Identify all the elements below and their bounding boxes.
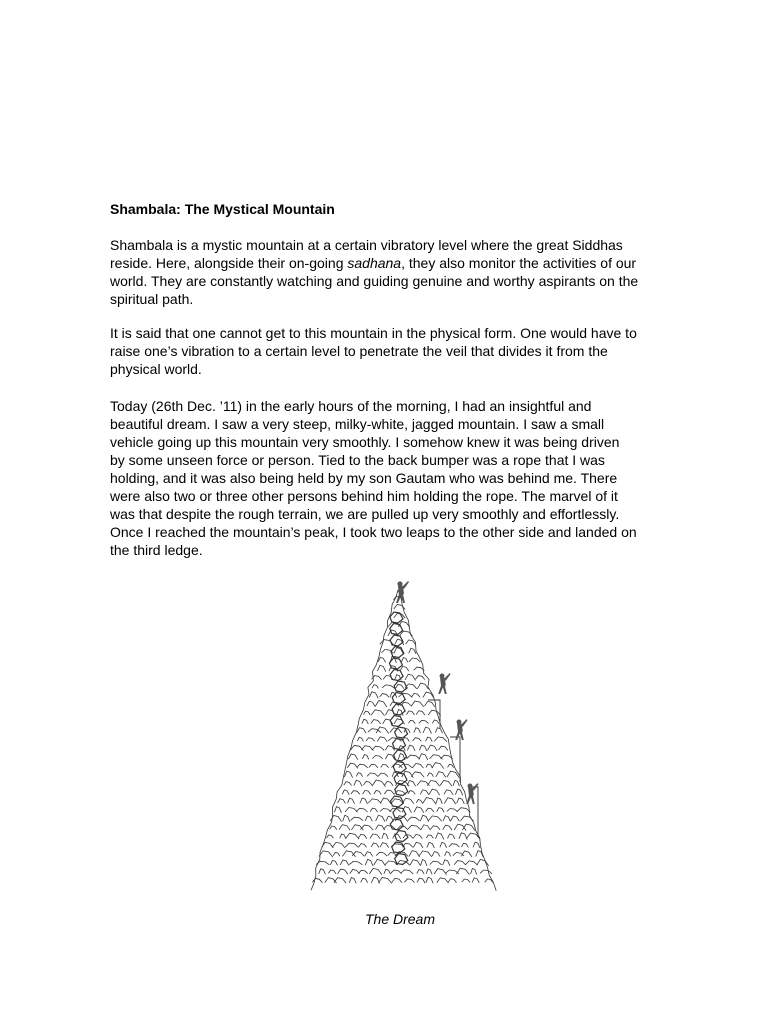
rock-crack bbox=[473, 842, 480, 848]
rock-crack bbox=[409, 720, 416, 723]
rock-crack bbox=[440, 842, 447, 847]
text-segment: was that despite the rough terrain, we are pulled up very smoothly and effortlessly. bbox=[110, 506, 620, 522]
rock-crack bbox=[363, 790, 371, 794]
rock-crack bbox=[364, 711, 371, 715]
central-rock bbox=[395, 785, 408, 796]
rock-crack bbox=[350, 870, 360, 875]
rock-crack bbox=[421, 825, 430, 830]
climber-figure bbox=[438, 673, 450, 694]
rock-crack bbox=[342, 790, 349, 795]
rock-crack bbox=[344, 771, 352, 778]
text-line bbox=[110, 469, 700, 487]
rock-crack bbox=[375, 701, 387, 708]
rock-crack bbox=[414, 728, 421, 733]
rock-crack bbox=[385, 781, 394, 785]
rock-crack bbox=[376, 727, 389, 734]
climber-legs bbox=[466, 796, 475, 805]
rock-crack bbox=[381, 764, 389, 767]
text-segment: spiritual path. bbox=[110, 291, 194, 307]
rock-crack bbox=[447, 809, 458, 812]
rock-crack bbox=[417, 870, 424, 874]
rock-crack bbox=[369, 692, 378, 699]
rock-crack bbox=[436, 798, 442, 804]
climber-head bbox=[440, 674, 445, 679]
rock-crack bbox=[428, 710, 441, 715]
rock-crack bbox=[369, 868, 382, 874]
rock-crack bbox=[407, 745, 415, 751]
rock-crack bbox=[351, 817, 364, 821]
rock-crack bbox=[444, 798, 455, 804]
rock-crack bbox=[348, 754, 358, 760]
climber-arm bbox=[402, 581, 409, 589]
rock-crack bbox=[396, 684, 404, 688]
rock-crack bbox=[436, 833, 444, 840]
rock-crack bbox=[349, 861, 362, 864]
text-line bbox=[110, 324, 700, 342]
central-rock bbox=[392, 842, 405, 853]
rock-crack bbox=[411, 701, 424, 707]
central-rock bbox=[395, 831, 408, 842]
rock-crack bbox=[444, 790, 453, 795]
rock-crack bbox=[378, 773, 388, 777]
rock-crack bbox=[345, 843, 358, 847]
rock-crack bbox=[448, 764, 454, 767]
climber-arm bbox=[444, 673, 451, 681]
text-segment: beautiful dream. I saw a very steep, milky-white, jagged mountain. I saw a small bbox=[110, 416, 605, 432]
rock-crack bbox=[349, 878, 356, 884]
rock-crack bbox=[416, 676, 425, 680]
rock-crack bbox=[338, 869, 348, 874]
rock-crack bbox=[325, 878, 337, 883]
rock-crack bbox=[419, 745, 427, 751]
rock-crack bbox=[455, 789, 462, 795]
rock-crack bbox=[370, 834, 380, 839]
text-line bbox=[110, 451, 700, 469]
rock-crack bbox=[327, 835, 334, 838]
rock-crack bbox=[409, 658, 420, 662]
rock-crack bbox=[357, 728, 366, 734]
rock-crack bbox=[426, 737, 433, 742]
rock-crack bbox=[417, 683, 428, 689]
climber-figure bbox=[396, 581, 409, 603]
rock-crack bbox=[428, 745, 438, 751]
rock-crack bbox=[374, 860, 386, 866]
rock-crack bbox=[454, 861, 466, 865]
rock-crack bbox=[359, 844, 367, 848]
rock-crack bbox=[409, 648, 416, 654]
rock-crack bbox=[429, 789, 440, 795]
climber-figure bbox=[466, 783, 478, 804]
rock-crack bbox=[443, 860, 450, 866]
climber-legs bbox=[438, 686, 447, 695]
central-rock bbox=[390, 819, 403, 830]
rock-crack bbox=[426, 764, 433, 768]
text-line bbox=[110, 236, 700, 254]
central-rock bbox=[394, 773, 407, 784]
rock-crack bbox=[354, 780, 362, 786]
text-segment: Today (26th Dec. ’11) in the early hours of the morning, I had an insightful and bbox=[110, 398, 592, 414]
rock-crack bbox=[366, 738, 375, 742]
rock-crack bbox=[437, 878, 449, 883]
rock-crack bbox=[422, 798, 436, 805]
text-segment: world. They are constantly watching and guiding genuine and worthy aspirants on the bbox=[110, 273, 639, 289]
rock-crack bbox=[407, 755, 420, 759]
rock-crack bbox=[362, 719, 368, 724]
text-line bbox=[110, 415, 700, 433]
rock-crack bbox=[365, 859, 373, 866]
rock-crack bbox=[413, 764, 424, 769]
rock-crack bbox=[461, 843, 468, 847]
rock-crack bbox=[372, 780, 385, 787]
rock-crack bbox=[462, 879, 470, 882]
rock-crack bbox=[340, 860, 349, 866]
rock-crack bbox=[391, 870, 402, 874]
text-segment: physical world. bbox=[110, 361, 202, 377]
rock-crack bbox=[413, 834, 422, 838]
rock-crack bbox=[351, 825, 363, 831]
rock-crack bbox=[394, 613, 405, 618]
text-line bbox=[110, 505, 700, 523]
figure-caption: The Dream bbox=[364, 911, 436, 927]
rock-crack bbox=[439, 746, 448, 750]
rock-crack bbox=[330, 860, 337, 865]
climber-legs bbox=[396, 594, 405, 603]
climber-figure bbox=[455, 719, 467, 740]
text-segment: vehicle going up this mountain very smoothly. I somehow knew it was being driven bbox=[110, 434, 620, 450]
rock-crack bbox=[440, 781, 452, 787]
rock-crack bbox=[443, 825, 452, 830]
rock-crack bbox=[393, 834, 401, 839]
rock-crack bbox=[430, 861, 442, 865]
rock-crack bbox=[457, 808, 471, 813]
rock-crack bbox=[405, 879, 415, 883]
text-line bbox=[110, 272, 700, 290]
rock-crack bbox=[425, 701, 435, 706]
rock-crack bbox=[372, 746, 384, 750]
rock-crack bbox=[338, 799, 346, 804]
rock-crack bbox=[378, 878, 391, 884]
rock-crack bbox=[345, 808, 357, 813]
rock-crack bbox=[343, 815, 350, 822]
mountain-illustration bbox=[300, 572, 500, 894]
rock-crack bbox=[428, 816, 442, 822]
rock-crack bbox=[380, 694, 389, 698]
rock-crack bbox=[316, 861, 329, 865]
text-segment: were also two or three other persons behind him holding the rope. The marvel of it bbox=[110, 488, 618, 504]
rock-crack bbox=[357, 737, 363, 741]
rock-crack bbox=[480, 870, 492, 874]
rock-crack bbox=[392, 878, 402, 883]
rock-crack bbox=[448, 879, 456, 883]
rock-crack bbox=[434, 869, 446, 875]
rock-crack bbox=[351, 791, 360, 795]
text-segment: raise one’s vibration to a certain level to penetrate the veil that divides it from the bbox=[110, 343, 608, 359]
rock-crack bbox=[412, 693, 421, 697]
rock-crack bbox=[459, 833, 467, 840]
rock-crack bbox=[376, 815, 385, 821]
rock-crack bbox=[334, 807, 341, 813]
paragraph-physical-form bbox=[110, 324, 700, 378]
text-line bbox=[110, 541, 700, 559]
rock-crack bbox=[347, 763, 358, 768]
mountain-left-edge bbox=[311, 590, 398, 890]
central-rock bbox=[390, 612, 403, 623]
rock-crack bbox=[419, 851, 432, 857]
rock-crack bbox=[427, 843, 434, 848]
rock-crack bbox=[472, 878, 479, 883]
rock-crack bbox=[416, 711, 425, 715]
rock-crack bbox=[380, 843, 389, 848]
central-rock bbox=[395, 854, 408, 865]
mountain-ledge bbox=[450, 737, 460, 782]
rock-crack bbox=[371, 720, 381, 724]
rock-crack bbox=[432, 720, 439, 724]
rock-crack bbox=[408, 791, 415, 795]
rock-crack bbox=[356, 773, 362, 777]
rock-crack bbox=[437, 808, 444, 813]
rock-crack bbox=[423, 692, 434, 698]
text-line bbox=[110, 523, 700, 541]
rock-crack bbox=[420, 790, 429, 795]
paragraph-dream bbox=[110, 397, 700, 559]
rock-crack bbox=[365, 816, 372, 821]
rock-crack bbox=[384, 790, 394, 794]
rock-crack bbox=[419, 754, 428, 760]
rock-crack bbox=[377, 665, 385, 671]
rock-crack bbox=[369, 764, 378, 768]
rock-crack bbox=[457, 798, 465, 804]
rock-crack bbox=[408, 817, 420, 821]
rock-crack bbox=[466, 861, 478, 865]
text-segment: the third ledge. bbox=[110, 542, 203, 558]
rock-crack bbox=[413, 842, 423, 848]
rock-crack bbox=[461, 851, 472, 857]
central-rock bbox=[394, 681, 407, 692]
rock-crack bbox=[432, 763, 444, 769]
rock-crack bbox=[461, 816, 474, 821]
text-line bbox=[110, 397, 700, 415]
rock-crack bbox=[372, 685, 378, 689]
rock-crack bbox=[414, 807, 424, 813]
text-line bbox=[110, 342, 700, 360]
rock-crack bbox=[376, 852, 387, 856]
rock-crack bbox=[426, 835, 433, 838]
rock-crack bbox=[449, 844, 460, 847]
central-rock bbox=[392, 693, 405, 704]
rock-crack bbox=[360, 798, 368, 804]
text-line bbox=[110, 290, 700, 308]
rock-crack bbox=[405, 674, 415, 680]
rock-crack bbox=[357, 764, 368, 768]
text-line bbox=[110, 487, 700, 505]
text-segment: Shambala is a mystic mountain at a certain vibratory level where the great Siddhas bbox=[110, 237, 623, 253]
rock-crack bbox=[371, 710, 384, 716]
rock-crack bbox=[352, 852, 364, 857]
climber-head bbox=[457, 720, 462, 725]
rock-crack bbox=[384, 869, 391, 874]
rock-crack bbox=[462, 824, 475, 831]
rock-crack bbox=[365, 852, 373, 857]
rock-crack bbox=[368, 799, 381, 804]
rock-crack bbox=[445, 852, 451, 857]
rock-crack bbox=[402, 658, 408, 663]
rock-crack bbox=[432, 852, 440, 857]
rock-crack bbox=[407, 711, 415, 715]
rock-crack bbox=[451, 816, 460, 821]
rock-crack bbox=[435, 728, 442, 734]
rock-crack bbox=[363, 755, 369, 760]
rock-crack bbox=[367, 773, 378, 777]
rock-crack bbox=[361, 878, 368, 883]
text-segment: reside. Here, alongside their on-going bbox=[110, 255, 348, 271]
rock-crack bbox=[427, 773, 433, 777]
rock-crack bbox=[420, 815, 428, 821]
rock-crack bbox=[319, 851, 333, 857]
rock-crack bbox=[408, 825, 421, 830]
rock-crack bbox=[330, 826, 337, 830]
rock-crack bbox=[471, 868, 477, 874]
italic-term: sadhana bbox=[347, 255, 402, 271]
rock-crack bbox=[340, 834, 346, 839]
rock-crack bbox=[410, 860, 421, 866]
rock-crack bbox=[411, 772, 424, 778]
central-rock bbox=[390, 716, 403, 727]
text-segment: It is said that one cannot get to this mountain in the physical form. One would have to bbox=[110, 325, 637, 341]
rock-crack bbox=[328, 870, 336, 874]
rock-crack bbox=[426, 869, 432, 875]
rock-crack bbox=[332, 842, 345, 848]
rock-crack bbox=[416, 800, 422, 804]
rock-crack bbox=[382, 833, 388, 839]
rock-crack bbox=[356, 808, 367, 812]
rock-crack bbox=[333, 852, 340, 856]
text-line bbox=[110, 433, 700, 451]
text-line bbox=[110, 254, 700, 272]
rock-crack bbox=[358, 834, 367, 838]
rock-crack bbox=[370, 808, 377, 812]
rock-crack bbox=[359, 870, 368, 873]
rock-crack bbox=[423, 727, 431, 734]
rock-crack bbox=[372, 756, 382, 759]
rock-crack bbox=[368, 729, 381, 733]
rock-crack bbox=[426, 877, 433, 883]
climber-arm bbox=[461, 719, 468, 727]
rock-crack bbox=[431, 826, 441, 830]
rock-crack bbox=[374, 791, 381, 795]
rock-crack bbox=[453, 780, 459, 786]
text-segment: holding, and it was also being held by my son Gautam who was behind me. There bbox=[110, 470, 618, 486]
rock-crack bbox=[378, 657, 386, 662]
rock-crack bbox=[417, 878, 425, 883]
rock-crack bbox=[339, 825, 350, 831]
rock-crack bbox=[377, 737, 387, 742]
rock-crack bbox=[448, 834, 455, 839]
rock-crack bbox=[436, 772, 446, 778]
paragraph-intro bbox=[110, 236, 700, 308]
rock-crack bbox=[348, 798, 355, 803]
rock-crack bbox=[371, 843, 379, 847]
rock-crack bbox=[409, 851, 420, 857]
rock-crack bbox=[380, 798, 391, 804]
climber-head bbox=[397, 581, 402, 586]
rock-crack bbox=[344, 782, 352, 786]
text-segment: , they also monitor the activities of our bbox=[401, 255, 637, 271]
rock-crack bbox=[443, 816, 450, 822]
rock-crack bbox=[400, 666, 409, 671]
rock-crack bbox=[413, 738, 422, 742]
rock-crack bbox=[346, 833, 360, 839]
rock-crack bbox=[388, 853, 397, 856]
page-title: Shambala: The Mystical Mountain bbox=[110, 201, 335, 217]
text-segment: by some unseen force or person. Tied to the back bumper was a rope that I was bbox=[110, 452, 605, 468]
rock-crack bbox=[319, 869, 326, 875]
mountain-ledge bbox=[428, 700, 440, 728]
climber-legs bbox=[455, 732, 464, 741]
rock-crack bbox=[363, 782, 372, 786]
rock-crack bbox=[426, 808, 434, 812]
climber-head bbox=[468, 784, 473, 789]
text-line bbox=[110, 360, 700, 378]
rock-crack bbox=[434, 737, 447, 742]
rock-crack bbox=[382, 685, 395, 688]
rock-crack bbox=[419, 720, 429, 723]
rock-crack bbox=[367, 701, 375, 706]
rock-crack bbox=[401, 870, 414, 874]
rock-crack bbox=[456, 868, 469, 875]
rock-crack bbox=[421, 860, 427, 866]
text-segment: Once I reached the mountain’s peak, I took two leaps to the other side and landed on bbox=[110, 524, 637, 540]
